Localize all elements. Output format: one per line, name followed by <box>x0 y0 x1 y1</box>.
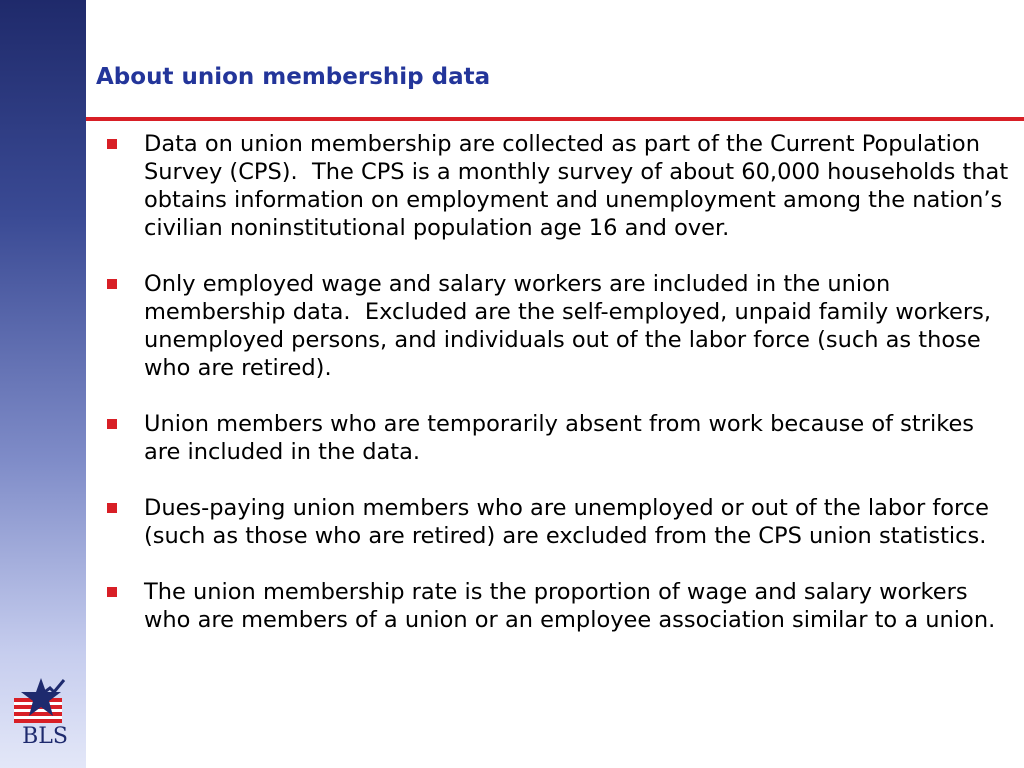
bls-logo-text: BLS <box>22 724 68 749</box>
bullet-text: Data on union membership are collected as part of the Current Population Survey (CPS). The CPS is a monthly survey of about 60,000 households that obtains information on employment and unemployment among the nation’s civilian noninstitutional population age 16 and over. <box>144 131 1016 241</box>
bullet-text: The union membership rate is the proportion of wage and salary workers who are members of a union or an employee association similar to a union. <box>144 579 996 633</box>
side-gradient-band <box>0 0 86 768</box>
title-divider <box>86 117 1024 121</box>
bullet-text: Dues-paying union members who are unemployed or out of the labor force (such as those who are retired) are excluded from the CPS union statistics. <box>144 495 997 549</box>
bullet-text: Only employed wage and salary workers are included in the union membership data. Excluded are the self-employed, unpaid family workers, unemployed persons, and individuals out of the labor force (such as those who are retired). <box>144 271 999 381</box>
square-bullet-icon <box>107 587 117 597</box>
square-bullet-icon <box>107 419 117 429</box>
bullet-item <box>104 410 1016 466</box>
square-bullet-icon <box>107 279 117 289</box>
bls-logo <box>12 672 78 758</box>
square-bullet-icon <box>107 503 117 513</box>
bullet-text: Union members who are temporarily absent from work because of strikes are included in the data. <box>144 411 982 465</box>
bullet-list <box>104 130 1016 662</box>
bullet-item <box>104 494 1016 550</box>
square-bullet-icon <box>107 139 117 149</box>
bullet-item <box>104 130 1016 242</box>
slide-title: About union membership data <box>96 64 491 90</box>
bullet-item <box>104 578 1016 634</box>
bls-star-flag-icon <box>12 672 78 728</box>
bullet-item <box>104 270 1016 382</box>
